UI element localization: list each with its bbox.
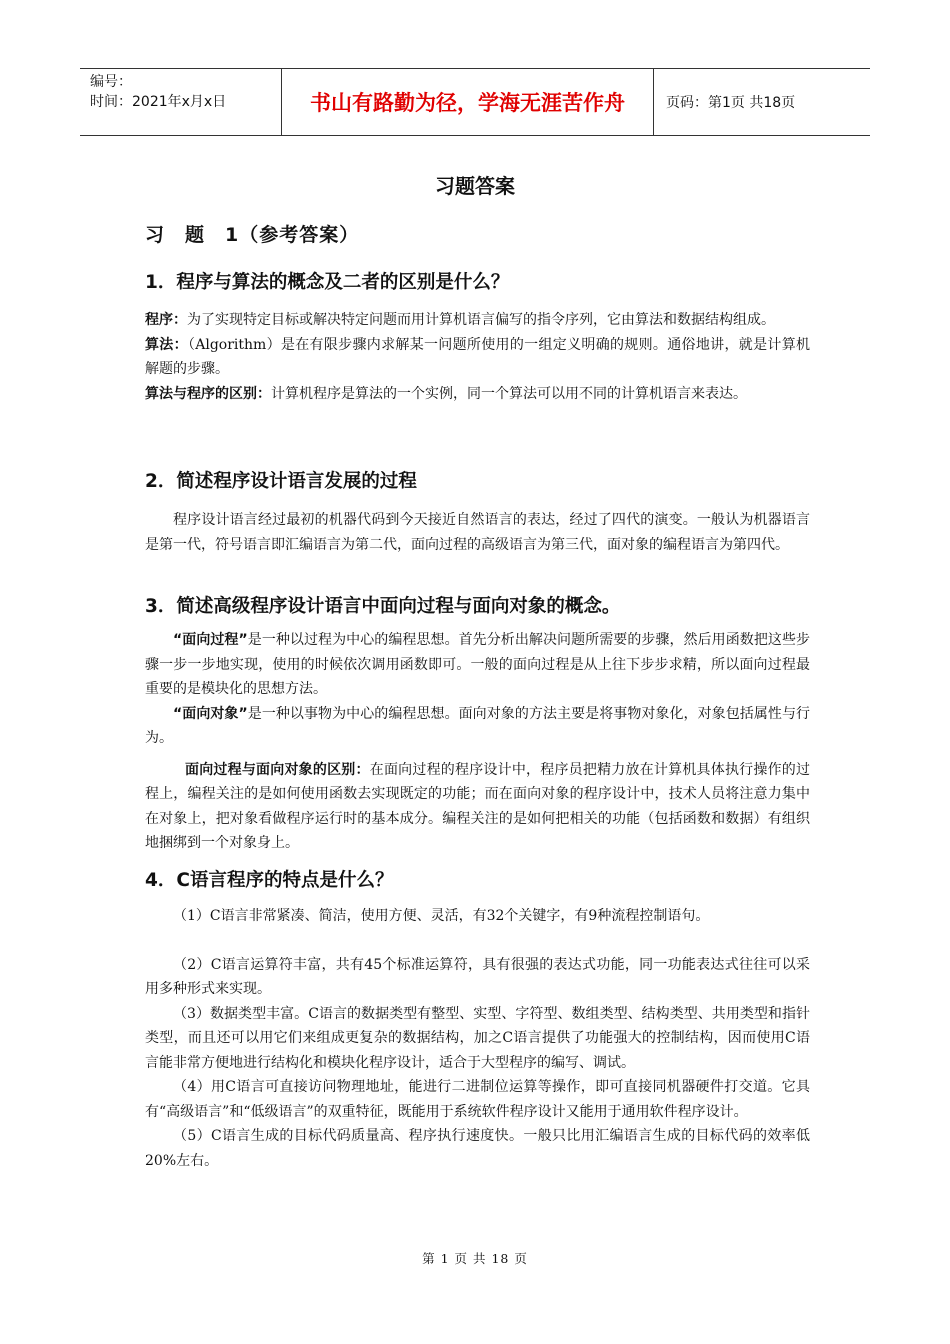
term-label: 面向过程与面向对象的区别： (185, 761, 370, 778)
term-label: “面向对象” (173, 705, 248, 722)
definition-text: 为了实现特定目标或解决特定问题而用计算机语言偏写的指令序列，它由算法和数据结构组成。 (187, 312, 775, 328)
definition-text: 计算机程序是算法的一个实例，同一个算法可以用不同的计算机语言来表达。 (271, 385, 747, 402)
page-info: 页码：第1页 共18页 (666, 95, 796, 111)
procedural-paragraph (145, 628, 810, 702)
section-title: 习 题 1（参考答案） (145, 224, 360, 246)
feature-item: （5）C语言生成的目标代码质量高、程序执行速度快。一般只比用汇编语言生成的目标代码的效率低20%左右。 (145, 1128, 810, 1169)
date-line: 时间：2021年x月x日 (90, 94, 227, 110)
question-3 (145, 594, 810, 856)
term-label: 程序： (145, 312, 187, 328)
document-header (80, 68, 870, 136)
question-2 (145, 469, 810, 557)
term-label: 算法与程序的区别： (145, 385, 271, 402)
serial-label: 编号： (90, 74, 132, 90)
paragraph-text: 是一种以过程为中心的编程思想。首先分析出解决问题所需要的步骤，然后用函数把这些步骤一步一步地实现，使用的时候依次调用函数即可。一般的面向过程是从上往下步步求精，所以面向过程最重要的是模块化的思想方法。 (145, 632, 811, 697)
question-4 (145, 868, 810, 1173)
term-label: 算法： (145, 336, 188, 353)
question-1 (145, 270, 810, 406)
question-title: 3．简述高级程序设计语言中面向过程与面向对象的概念。 (145, 596, 621, 617)
document-title: 习题答案 (435, 174, 515, 198)
definition-text: （Algorithm）是在有限步骤内求解某一问题所使用的一组定义明确的规则。通俗地讲，就是计算机解题的步骤。 (145, 336, 811, 377)
paragraph-text: 在面向过程的程序设计中，程序员把精力放在计算机具体执行操作的过程上，编程关注的是如何使用函数去实现既定的功能；而在面向对象的程序设计中，技术人员将注意力集中在对象上，把对象看做程序运行时的基本成分。编程关注的是如何把相关的功能（包括函数和数据）有组织地捆绑到一个对象身上。 (145, 761, 811, 851)
question-title: 1．程序与算法的概念及二者的区别是什么？ (145, 272, 510, 293)
answer-paragraph: 程序设计语言经过最初的机器代码到今天接近自然语言的表达，经过了四代的演变。一般认为机器语言是第一代，符号语言即汇编语言为第二代，面向过程的高级语言为第三代，面对象的编程语言为第四代。 (145, 512, 810, 553)
paragraph-text: 是一种以事物为中心的编程思想。面向对象的方法主要是将事物对象化，对象包括属性与行为。 (145, 705, 811, 746)
question-title: 2．简述程序设计语言发展的过程 (145, 471, 417, 492)
algorithm-definition (145, 333, 810, 382)
page-footer: 第 1 页 共 18 页 (422, 1251, 528, 1266)
header-meta (80, 69, 282, 135)
feature-item: （3）数据类型丰富。C语言的数据类型有整型、实型、字符型、数组类型、结构类型、共用类型和指针类型，而且还可以用它们来组成更复杂的数据结构，加之C语言提供了功能强大的控制结构，因而使用C语言能非常方便地进行结构化和模块化程序设计，适合于大型程序的编写、调试。 (145, 1005, 810, 1071)
question-title: 4．C语言程序的特点是什么？ (145, 870, 394, 891)
object-paragraph (145, 702, 810, 751)
feature-item: （1）C语言非常紧凑、简洁，使用方便、灵活，有32个关键字，有9种流程控制语句。 (173, 908, 710, 924)
program-definition (145, 308, 810, 333)
difference-definition (145, 382, 810, 407)
feature-item: （2）C语言运算符丰富，共有45个标准运算符，具有很强的表达式功能，同一功能表达式往往可以采用多种形式来实现。 (145, 956, 810, 997)
term-label: “面向过程” (173, 632, 248, 648)
feature-item: （4）用C语言可直接访问物理地址，能进行二进制位运算等操作，即可直接同机器硬件打交道。它具有“高级语言”和“低级语言”的双重特征，既能用于系统软件程序设计又能用于通用软件程序设计。 (145, 1079, 810, 1120)
difference-paragraph (145, 758, 810, 856)
motto: 书山有路勤为径，学海无涯苦作舟 (282, 69, 654, 135)
